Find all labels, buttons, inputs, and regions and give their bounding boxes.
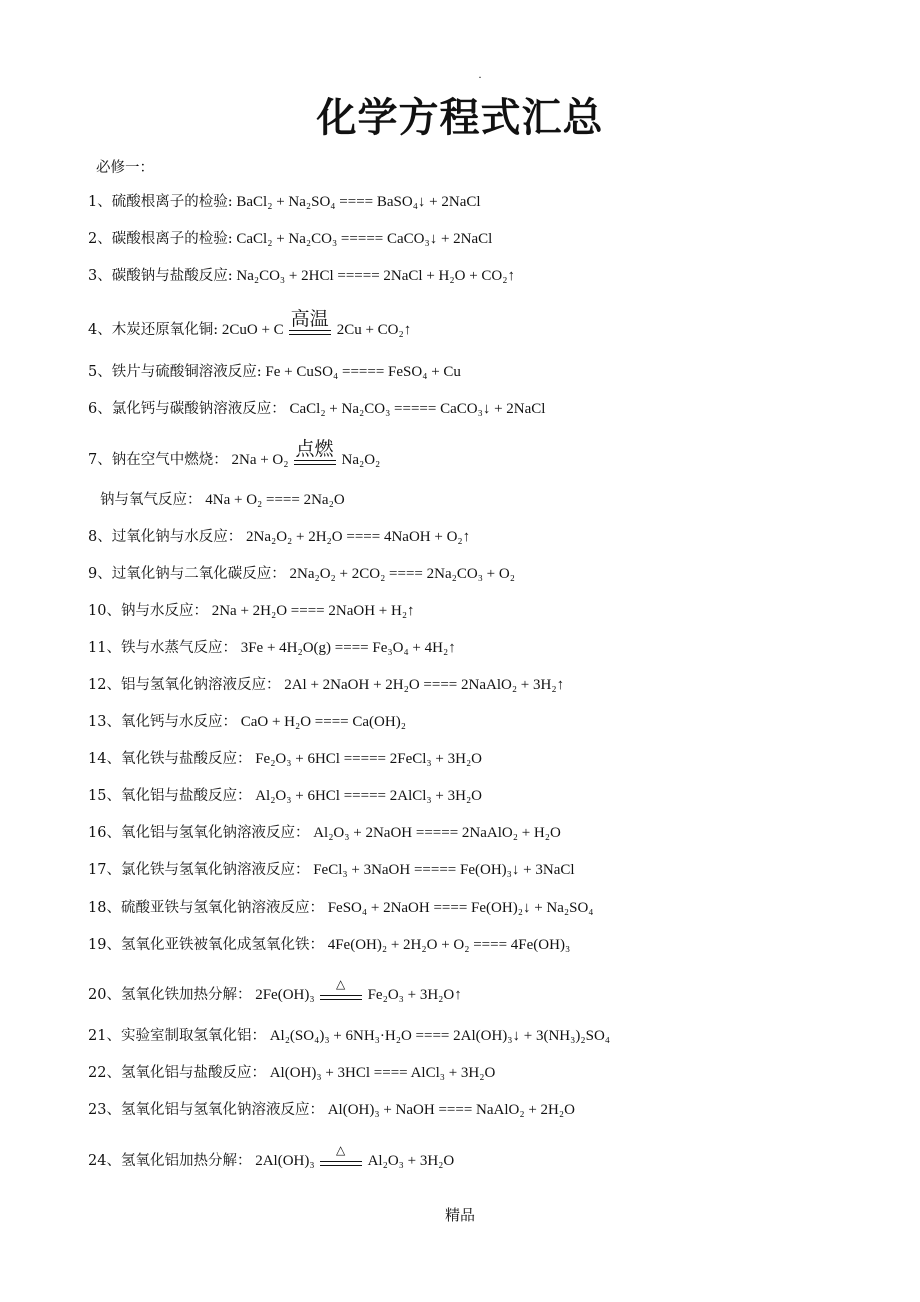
equation-line [88,192,481,212]
equation-line [88,638,456,658]
equation: 2Na₂O₂ + 2CO₂ ==== 2Na₂CO₃ + O₂ [285,566,515,582]
equation-number: 7、 [88,452,112,468]
double-arrow-line [320,1161,362,1166]
reactants: 2Al(OH)₃ [251,1153,315,1169]
equation-number: 2、 [88,231,112,247]
equation-number: 20、 [88,987,121,1003]
reaction-name: 氢氧化铁加热分解： [120,987,252,1003]
equation: Al(OH)₃ + 3HCl ==== AlCl₃ + 3H₂O [265,1065,496,1081]
equation-number: 10、 [88,603,121,619]
reaction-name: 氢氧化亚铁被氧化成氢氧化铁： [120,937,324,953]
equation-number: 19、 [88,937,121,953]
equation-line [88,860,575,880]
equation-line [88,1100,575,1120]
equation-number: 21、 [88,1028,121,1044]
equation-number: 24、 [88,1153,121,1169]
reaction-name: 钠与水反应： [120,603,208,619]
reaction-name: 硫酸亚铁与氢氧化钠溶液反应： [120,900,324,916]
section-heading: 必修一： [96,160,154,176]
reactants: 2Fe(OH)₃ [251,987,315,1003]
products: Al₂O₃ + 3H₂O [367,1153,455,1169]
equation: FeCl₃ + 3NaOH ===== Fe(OH)₃↓ + 3NaCl [309,862,575,878]
equation-number: 13、 [88,714,121,730]
reaction-name: 氢氧化铝与盐酸反应： [120,1065,266,1081]
equation: Fe₂O₃ + 6HCl ===== 2FeCl₃ + 3H₂O [251,751,483,767]
equation-line [88,1063,495,1083]
products: Fe₂O₃ + 3H₂O↑ [367,987,462,1003]
reaction-name: 氢氧化铝加热分解： [120,1153,252,1169]
reaction-condition [287,307,333,341]
reaction-name: 钠与氧气反应： [100,492,202,508]
reaction-name: 氯化铁与氢氧化钠溶液反应： [120,862,310,878]
equation-line [88,399,545,419]
equation: Na₂CO₃ + 2HCl ===== 2NaCl + H₂O + CO₂↑ [232,268,515,284]
equation: Fe + CuSO₄ ===== FeSO₄ + Cu [261,364,461,380]
equation-line [88,307,412,341]
equation: 4Fe(OH)₂ + 2H₂O + O₂ ==== 4Fe(OH)₃ [323,937,571,953]
condition-label: 点燃 [295,437,334,460]
reaction-condition [318,976,364,1006]
equation-line [88,564,515,584]
equation: CaO + H₂O ==== Ca(OH)₂ [236,714,406,730]
equation: FeSO₄ + 2NaOH ==== Fe(OH)₂↓ + Na₂SO₄ [323,900,594,916]
equation-line [88,437,381,471]
equation: Al₂O₃ + 2NaOH ===== 2NaAlO₂ + H₂O [309,825,561,841]
double-arrow-line [294,460,336,465]
equation-line [88,712,406,732]
equation-line [88,1142,455,1172]
equation-line [88,362,461,382]
equation-number: 1、 [88,194,112,210]
equation-line [88,601,415,621]
reaction-name: 铁与水蒸气反应： [120,640,237,656]
equation-number: 14、 [88,751,121,767]
reaction-condition [292,437,338,471]
condition-label: 高温 [290,307,329,330]
reaction-name: 氧化铁与盐酸反应： [120,751,252,767]
equation-number: 17、 [88,862,121,878]
equation-number: 23、 [88,1102,121,1118]
reaction-name: 氯化钙与碳酸钠溶液反应： [111,401,286,417]
equation: CaCl₂ + Na₂CO₃ ===== CaCO₃↓ + 2NaCl [285,401,546,417]
equation: CaCl₂ + Na₂CO₃ ===== CaCO₃↓ + 2NaCl [232,231,493,247]
equation-number: 9、 [88,566,112,582]
equation-line [88,823,561,843]
reaction-name: 氢氧化铝与氢氧化钠溶液反应： [120,1102,324,1118]
equation: 2Na₂O₂ + 2H₂O ==== 4NaOH + O₂↑ [242,529,471,545]
reaction-condition [318,1142,364,1172]
reactants: 2CuO + C [218,322,284,338]
equation-number: 4、 [88,322,112,338]
page-dot: · [478,70,482,84]
heat-symbol: △ [335,1142,346,1157]
equation-line [88,229,492,249]
equation-number: 15、 [88,788,121,804]
equation-line [88,749,482,769]
page-footer: 精品 [444,1206,475,1224]
reaction-name: 碳酸钠与盐酸反应: [111,268,233,284]
equation: 4Na + O₂ ==== 2Na₂O [201,492,345,508]
products: 2Cu + CO₂↑ [336,322,412,338]
page-title: 化学方程式汇总 [316,95,604,141]
reaction-name: 氧化铝与盐酸反应： [120,788,252,804]
equation: Al(OH)₃ + NaOH ==== NaAlO₂ + 2H₂O [323,1102,575,1118]
double-arrow-line [320,995,362,1000]
double-arrow-line [289,330,331,335]
equation-line [88,527,470,547]
reaction-name: 实验室制取氢氧化铝： [120,1028,266,1044]
equation: BaCl₂ + Na₂SO₄ ==== BaSO₄↓ + 2NaCl [232,194,481,210]
equation-line [88,675,564,695]
equation-number: 22、 [88,1065,121,1081]
reaction-name: 过氧化钠与水反应： [111,529,243,545]
equation-line [88,786,482,806]
equation-number: 8、 [88,529,112,545]
equation-line [88,266,515,286]
equation-line [88,898,594,918]
reactants: 2Na + O₂ [227,452,289,468]
reaction-name: 氧化钙与水反应： [120,714,237,730]
heat-symbol: △ [335,976,346,991]
equation: 3Fe + 4H₂O(g) ==== Fe₃O₄ + 4H₂↑ [236,640,456,656]
equation-number: 12、 [88,677,121,693]
equation: Al₂O₃ + 6HCl ===== 2AlCl₃ + 3H₂O [251,788,483,804]
equation-number: 18、 [88,900,121,916]
equation-number: 11、 [88,640,121,656]
reaction-name: 钠在空气中燃烧： [111,452,228,468]
equation-line [88,976,462,1006]
equation: Al₂(SO₄)₃ + 6NH₃·H₂O ==== 2Al(OH)₃↓ + 3(NH₃)₂SO₄ [265,1028,611,1044]
reaction-name: 过氧化钠与二氧化碳反应： [111,566,286,582]
equation-number: 3、 [88,268,112,284]
equation-line [88,1026,610,1046]
equation-number: 5、 [88,364,112,380]
equation-line [88,935,570,955]
products: Na₂O₂ [341,452,381,468]
equation: 2Na + 2H₂O ==== 2NaOH + H₂↑ [207,603,415,619]
reaction-name: 碳酸根离子的检验: [111,231,233,247]
reaction-name: 木炭还原氧化铜: [111,322,219,338]
equation-number: 6、 [88,401,112,417]
reaction-name: 铁片与硫酸铜溶液反应: [111,364,262,380]
reaction-name: 氧化铝与氢氧化钠溶液反应： [120,825,310,841]
equation: 2Al + 2NaOH + 2H₂O ==== 2NaAlO₂ + 3H₂↑ [280,677,565,693]
reaction-name: 硫酸根离子的检验: [111,194,233,210]
equation-number: 16、 [88,825,121,841]
reaction-name: 铝与氢氧化钠溶液反应： [120,677,281,693]
equation-line [100,490,345,510]
